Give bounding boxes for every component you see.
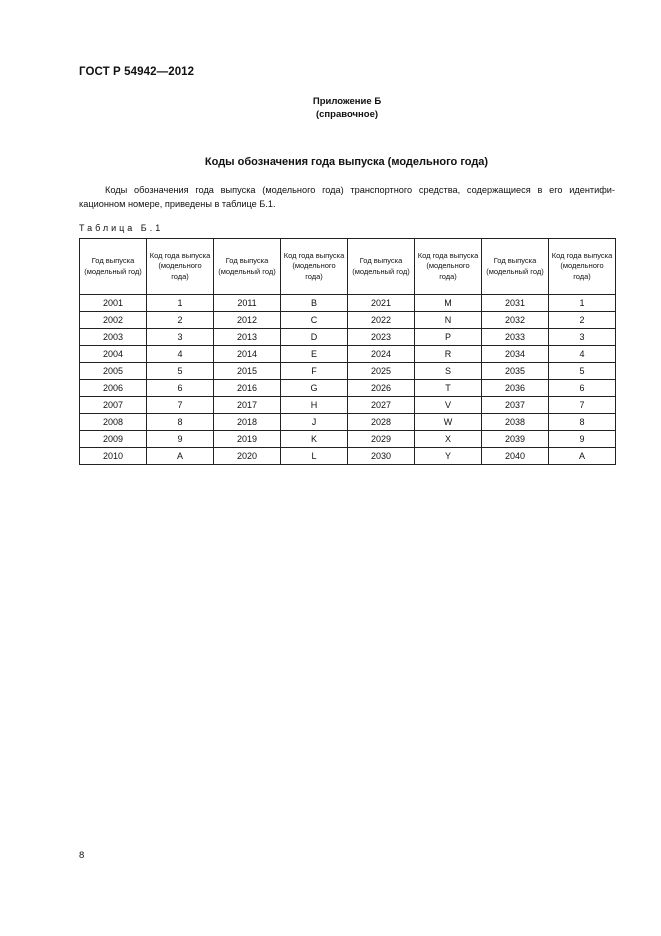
code-cell: T bbox=[415, 380, 482, 397]
code-cell: A bbox=[549, 448, 616, 465]
year-cell: 2012 bbox=[214, 312, 281, 329]
year-cell: 2022 bbox=[348, 312, 415, 329]
year-cell: 2023 bbox=[348, 329, 415, 346]
year-cell: 2034 bbox=[482, 346, 549, 363]
table-row bbox=[80, 329, 616, 346]
code-cell: Y bbox=[415, 448, 482, 465]
year-cell: 2029 bbox=[348, 431, 415, 448]
code-cell: 6 bbox=[549, 380, 616, 397]
code-cell: D bbox=[281, 329, 348, 346]
code-cell: 1 bbox=[549, 295, 616, 312]
header-year-3: Год выпуска (модельный год) bbox=[348, 239, 415, 295]
code-cell: X bbox=[415, 431, 482, 448]
year-cell: 2037 bbox=[482, 397, 549, 414]
header-code-2: Код года выпуска (модельного года) bbox=[281, 239, 348, 295]
year-cell: 2032 bbox=[482, 312, 549, 329]
section-title: Коды обозначения года выпуска (модельного года) bbox=[204, 156, 489, 168]
code-cell: G bbox=[281, 380, 348, 397]
year-cell: 2018 bbox=[214, 414, 281, 431]
code-cell: P bbox=[415, 329, 482, 346]
code-cell: V bbox=[415, 397, 482, 414]
year-cell: 2038 bbox=[482, 414, 549, 431]
year-cell: 2001 bbox=[80, 295, 147, 312]
year-cell: 2003 bbox=[80, 329, 147, 346]
code-cell: 7 bbox=[549, 397, 616, 414]
table-body bbox=[80, 295, 616, 465]
year-cell: 2005 bbox=[80, 363, 147, 380]
code-cell: J bbox=[281, 414, 348, 431]
year-cell: 2009 bbox=[80, 431, 147, 448]
table-row bbox=[80, 295, 616, 312]
year-cell: 2036 bbox=[482, 380, 549, 397]
code-cell: 4 bbox=[147, 346, 214, 363]
standard-code: ГОСТ Р 54942—2012 bbox=[79, 66, 195, 78]
code-cell: B bbox=[281, 295, 348, 312]
year-cell: 2014 bbox=[214, 346, 281, 363]
table-row bbox=[80, 397, 616, 414]
code-cell: E bbox=[281, 346, 348, 363]
code-cell: L bbox=[281, 448, 348, 465]
code-cell: 2 bbox=[147, 312, 214, 329]
header-year-2: Год выпуска (модельный год) bbox=[214, 239, 281, 295]
header-year-1: Год выпуска (модельный год) bbox=[80, 239, 147, 295]
year-cell: 2008 bbox=[80, 414, 147, 431]
code-cell: M bbox=[415, 295, 482, 312]
year-cell: 2031 bbox=[482, 295, 549, 312]
code-cell: 2 bbox=[549, 312, 616, 329]
year-cell: 2028 bbox=[348, 414, 415, 431]
intro-paragraph: Коды обозначения года выпуска (модельного года) транспортного средства, содержащиеся в его идентифи-кационном номере, приведены в таблице Б.1. bbox=[79, 185, 615, 209]
appendix-title: Приложение Б bbox=[312, 96, 382, 107]
year-cell: 2024 bbox=[348, 346, 415, 363]
appendix-subtitle: (справочное) bbox=[315, 109, 379, 120]
table-row bbox=[80, 346, 616, 363]
table-row bbox=[80, 414, 616, 431]
code-cell: H bbox=[281, 397, 348, 414]
code-cell: 6 bbox=[147, 380, 214, 397]
code-cell: 3 bbox=[147, 329, 214, 346]
header-code-4: Код года выпуска (модельного года) bbox=[549, 239, 616, 295]
year-cell: 2040 bbox=[482, 448, 549, 465]
year-cell: 2030 bbox=[348, 448, 415, 465]
table-row bbox=[80, 380, 616, 397]
code-cell: 9 bbox=[549, 431, 616, 448]
year-cell: 2013 bbox=[214, 329, 281, 346]
year-cell: 2026 bbox=[348, 380, 415, 397]
year-cell: 2004 bbox=[80, 346, 147, 363]
header-code-3: Код года выпуска (модельного года) bbox=[415, 239, 482, 295]
code-cell: 8 bbox=[147, 414, 214, 431]
code-cell: F bbox=[281, 363, 348, 380]
code-cell: C bbox=[281, 312, 348, 329]
year-cell: 2039 bbox=[482, 431, 549, 448]
year-cell: 2006 bbox=[80, 380, 147, 397]
year-cell: 2002 bbox=[80, 312, 147, 329]
code-cell: S bbox=[415, 363, 482, 380]
code-cell: 3 bbox=[549, 329, 616, 346]
year-cell: 2017 bbox=[214, 397, 281, 414]
page-number: 8 bbox=[79, 850, 85, 861]
code-cell: K bbox=[281, 431, 348, 448]
table-header-row bbox=[80, 239, 616, 295]
code-cell: N bbox=[415, 312, 482, 329]
year-codes-table bbox=[79, 238, 616, 465]
code-cell: 8 bbox=[549, 414, 616, 431]
year-cell: 2033 bbox=[482, 329, 549, 346]
code-cell: 5 bbox=[549, 363, 616, 380]
code-cell: 9 bbox=[147, 431, 214, 448]
code-cell: 4 bbox=[549, 346, 616, 363]
year-cell: 2007 bbox=[80, 397, 147, 414]
year-cell: 2027 bbox=[348, 397, 415, 414]
year-cell: 2025 bbox=[348, 363, 415, 380]
header-code-1: Код года выпуска (модельного года) bbox=[147, 239, 214, 295]
header-year-4: Год выпуска (модельный год) bbox=[482, 239, 549, 295]
table-row bbox=[80, 448, 616, 465]
year-cell: 2010 bbox=[80, 448, 147, 465]
table-row bbox=[80, 431, 616, 448]
code-cell: W bbox=[415, 414, 482, 431]
year-cell: 2011 bbox=[214, 295, 281, 312]
code-cell: R bbox=[415, 346, 482, 363]
year-cell: 2035 bbox=[482, 363, 549, 380]
code-cell: A bbox=[147, 448, 214, 465]
code-cell: 7 bbox=[147, 397, 214, 414]
year-cell: 2021 bbox=[348, 295, 415, 312]
appendix-heading bbox=[0, 95, 661, 121]
code-cell: 1 bbox=[147, 295, 214, 312]
table-row bbox=[80, 312, 616, 329]
table-row bbox=[80, 363, 616, 380]
year-cell: 2016 bbox=[214, 380, 281, 397]
table-caption: Таблица Б.1 bbox=[79, 223, 164, 233]
code-cell: 5 bbox=[147, 363, 214, 380]
year-cell: 2015 bbox=[214, 363, 281, 380]
year-cell: 2019 bbox=[214, 431, 281, 448]
year-cell: 2020 bbox=[214, 448, 281, 465]
